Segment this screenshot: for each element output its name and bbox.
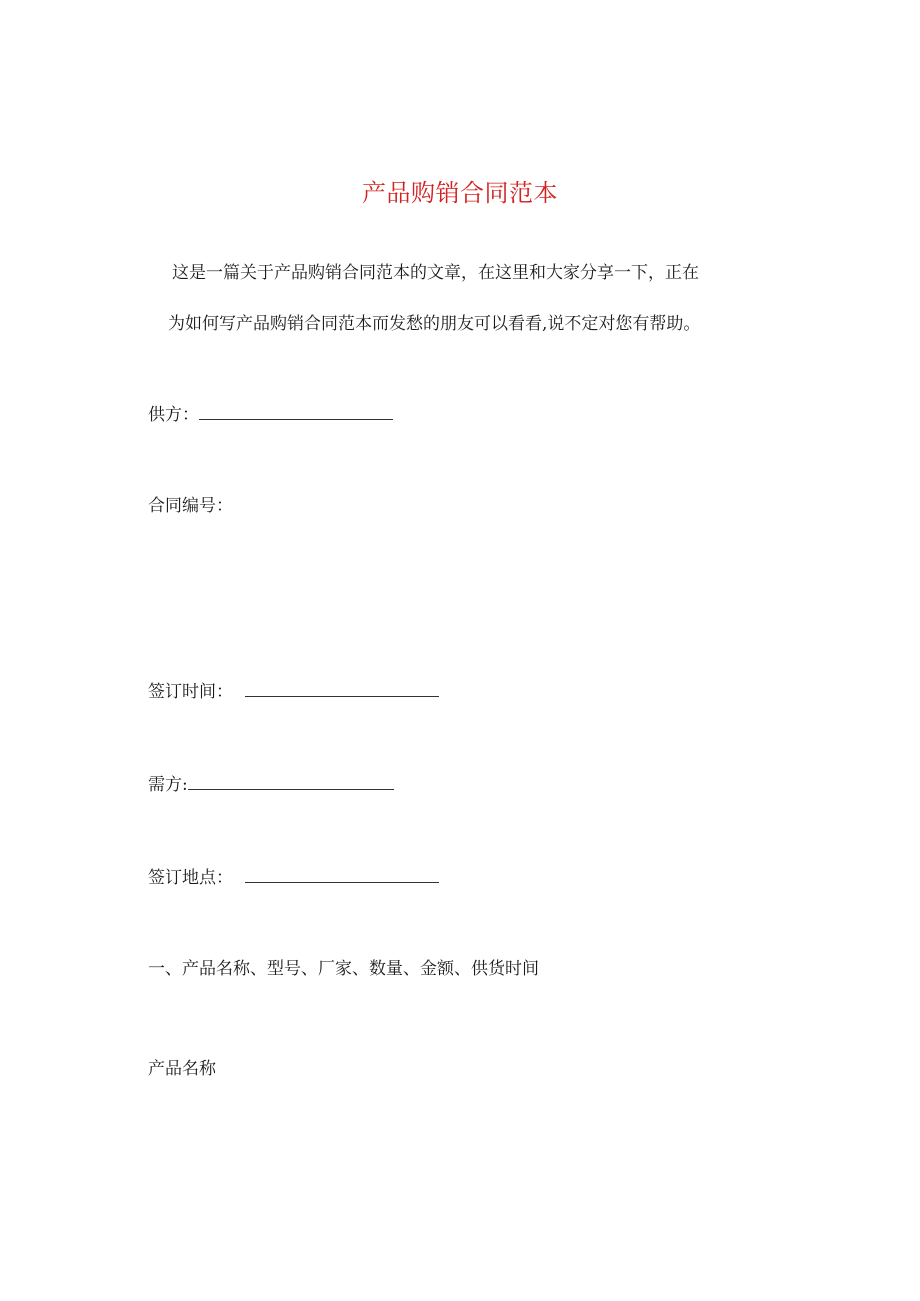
supplier-label: 供方： xyxy=(148,405,199,425)
buyer-blank-line[interactable] xyxy=(188,771,394,790)
sign-place-blank-line[interactable] xyxy=(245,864,439,883)
contract-number-label: 合同编号： xyxy=(148,496,233,516)
supplier-field xyxy=(148,401,393,428)
contract-number-field xyxy=(148,493,233,519)
supplier-blank-line[interactable] xyxy=(199,401,393,420)
buyer-label: 需方: xyxy=(148,775,188,795)
sign-place-field xyxy=(148,864,439,891)
sign-time-blank-line[interactable] xyxy=(245,678,439,697)
document-title: 产品购销合同范本 xyxy=(362,179,558,207)
product-name-label: 产品名称 xyxy=(148,1059,216,1079)
sign-place-label: 签订地点： xyxy=(148,868,233,888)
section-1-heading: 一、产品名称、型号、厂家、数量、金额、供货时间 xyxy=(148,959,539,979)
sign-time-field xyxy=(148,678,439,705)
buyer-field xyxy=(148,771,394,798)
sign-time-label: 签订时间： xyxy=(148,682,233,702)
intro-line-1: 这是一篇关于产品购销合同范本的文章，在这里和大家分享一下，正在 xyxy=(172,263,699,283)
intro-line-2: 为如何写产品购销合同范本而发愁的朋友可以看看,说不定对您有帮助。 xyxy=(168,314,701,334)
